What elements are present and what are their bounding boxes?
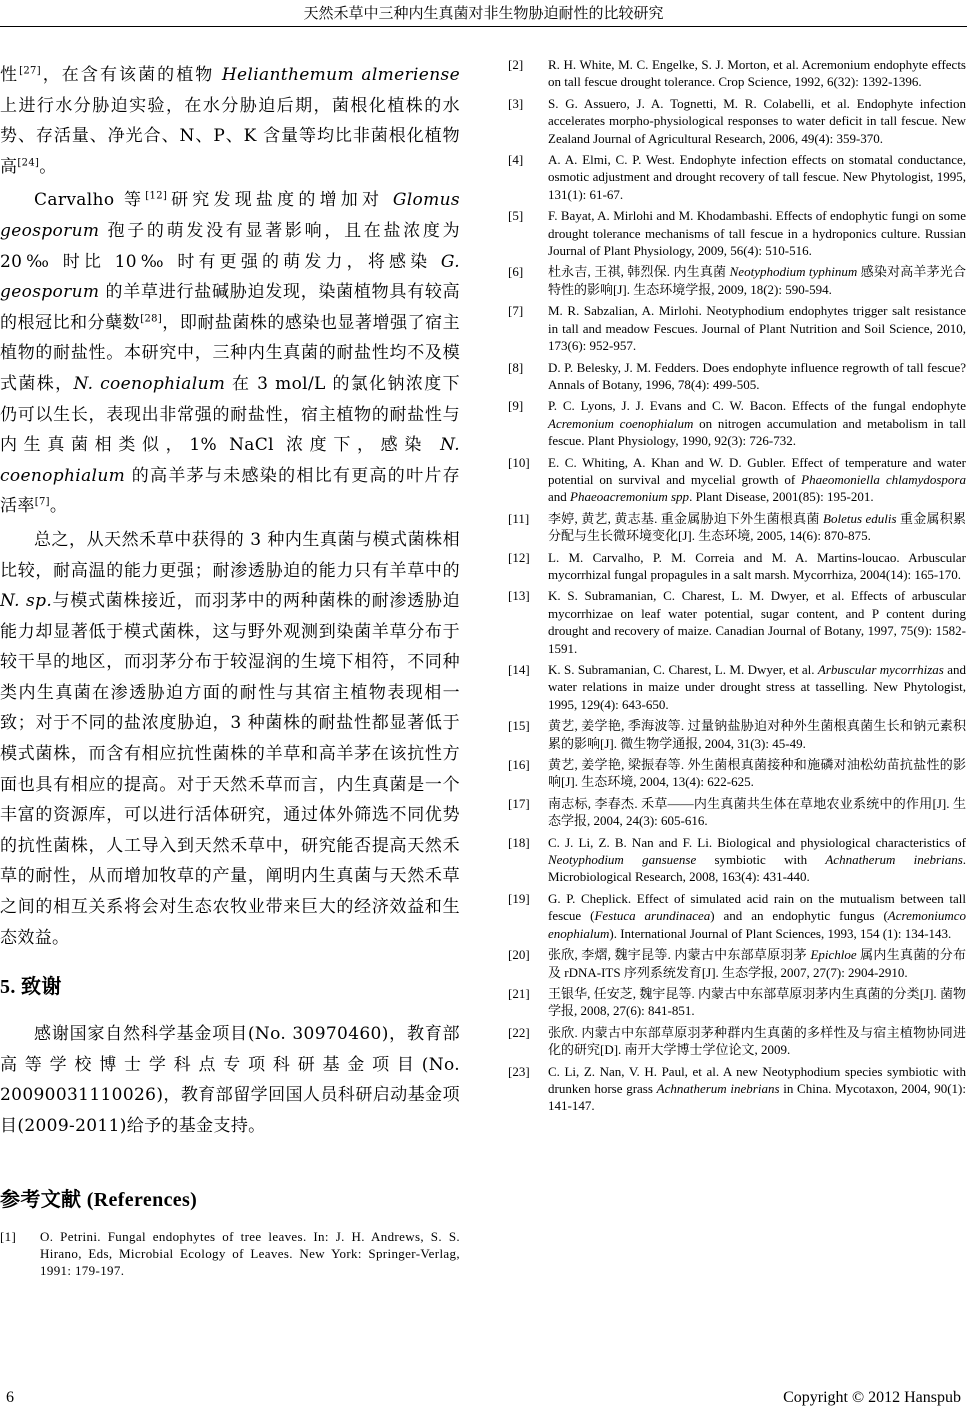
reference-text: E. C. Whiting, A. Khan and W. D. Gubler. Effect of temperature and water potential on survival and mycelial growth of xyxy=(548,454,966,487)
reference-item xyxy=(508,95,966,147)
reference-item xyxy=(508,151,966,203)
reference-item xyxy=(508,359,966,394)
reference-text: and water relations in maize under drought stress at tasselling. New Phytologist, 1995, 129(4): 643-650. xyxy=(548,662,966,712)
text-run: 。 xyxy=(49,496,68,517)
header-rule xyxy=(0,26,967,27)
text-run: ，即耐盐菌株的感染也显著增强了宿主植物的耐盐性。本研究中，三种内生真菌的耐盐性均不及模式菌株， xyxy=(0,312,460,394)
reference-number: [3] xyxy=(508,95,524,111)
reference-text: L. M. Carvalho, P. M. Correia and M. A. Martins-loucao. Arbuscular mycorrhizal fungal propagules in a salt marsh. Mycorrhiza, 2004(14): 165-170. xyxy=(548,549,966,582)
citation[interactable]: [12] xyxy=(145,190,168,202)
reference-text: . Microbiological Research, 2008, 163(4): 431-440. xyxy=(548,852,967,885)
reference-text: 重金属积累分配与生长微环境变化[J]. 生态环境, 2005, 14(6): 870-875. xyxy=(548,510,966,544)
text-run: 。 xyxy=(39,156,57,177)
reference-text: P. C. Lyons, J. J. Evans and C. W. Bacon. Effects of the fungal endophyte xyxy=(548,398,966,414)
reference-item xyxy=(508,56,966,91)
references-heading: 参考文献 (References) xyxy=(0,1188,198,1211)
reference-item xyxy=(508,207,966,259)
reference-text: G. P. Cheplick. Effect of simulated acid rain on the mutualism between tall fescue ( xyxy=(548,890,966,924)
reference-number: [19] xyxy=(508,890,530,906)
species-name: Festuca arundinacea xyxy=(594,908,711,924)
reference-text: 张欣, 李熠, 魏宇昆等. 内蒙古中东部草原羽茅 xyxy=(548,947,811,963)
species-name: Acremonium coenophialum xyxy=(548,415,694,431)
reference-item xyxy=(508,661,966,713)
reference-text: in China. Mycotaxon, 2004, 90(1): 141-147. xyxy=(548,1080,966,1114)
left-column xyxy=(0,60,460,1286)
text-run: 在 3 mol/L 的氯化钠浓度下仍可以生长，表现出非常强的耐盐性，宿主植物的耐盐性与内生真菌相类似，1% NaCl 浓度下，感染 xyxy=(0,373,460,456)
species-name: Achnatherum inebrians xyxy=(656,1080,780,1096)
reference-number: [16] xyxy=(508,757,530,773)
text-run: ，在含有该菌的植物 xyxy=(41,65,222,85)
acknowledgements-paragraph: 感谢国家自然科学基金项目(No. 30970460)，教育部高等学校博士学科点专项科研基金项目(No. 20090031110026)，教育部留学回国人员科研启动基金项目(2009-2011)给予的基金支持。 xyxy=(0,1024,460,1136)
reference-number: [23] xyxy=(508,1063,530,1079)
reference-text: ). International Journal of Plant Sciences, 1993, 154 (1): 134-143. xyxy=(609,925,952,941)
reference-text: 感染对高羊茅光合特性的影响[J]. 生态环境学报, 2009, 18(2): 590-594. xyxy=(548,264,966,297)
reference-number: [14] xyxy=(508,662,530,677)
reference-text: K. S. Subramanian, C. Charest, L. M. Dwyer, et al. Effects of arbuscular mycorrhizae on leaf water potential, sugar content, and P content during drought and recovery of maize. Canadian Journal of Botany, 1997, 75(9): 1582-1591. xyxy=(548,588,966,656)
text-run: 总之，从天然禾草中获得的 3 种内生真菌与模式菌株相比较，耐高温的能力更强；耐渗透胁迫的能力只有羊草中的 xyxy=(0,529,460,581)
species-name: Neotyphodium gansuense xyxy=(548,852,697,868)
species-name: G. geosporum xyxy=(0,251,460,303)
reference-text: 杜永吉, 王祺, 韩烈保. 内生真菌 xyxy=(548,264,730,280)
reference-number: [8] xyxy=(508,359,524,375)
reference-number: [5] xyxy=(508,208,524,224)
body-paragraph-3 xyxy=(0,525,460,953)
reference-item xyxy=(508,397,966,449)
reference-item xyxy=(508,834,966,886)
reference-number: [13] xyxy=(508,588,530,604)
reference-text: R. H. White, M. C. Engelke, S. J. Morton, et al. Acremonium endophyte effects on tall fescue drought tolerance. Crop Science, 1992, 6(32): 1392-1396. xyxy=(548,57,966,90)
text-run: 上进行水分胁迫实验，在水分胁迫后期，菌根化植株的水势、存活量、净光合、N、P、K 含量等均比非菌根化植物高 xyxy=(0,95,460,177)
reference-text: D. P. Belesky, J. M. Fedders. Does endophyte influence regrowth of tall fescue? Annals of Botany, 1996, 78(4): 499-505. xyxy=(548,359,966,392)
reference-text: M. R. Sabzalian, A. Mirlohi. Neotyphodium endophytes trigger salt resistance in tall and meadow Fescues. Journal of Plant Nutrition and Soil Science, 2010, 173(6): 952-957. xyxy=(548,303,966,354)
species-name: Acremoniumco enophialum xyxy=(548,908,966,941)
reference-item xyxy=(508,756,966,791)
reference-item xyxy=(508,454,966,506)
citation[interactable]: [27] xyxy=(19,65,42,77)
reference-item xyxy=(508,717,966,752)
species-name: Epichloe xyxy=(810,947,857,963)
species-name: Phaeomoniella chlamydospora xyxy=(801,471,966,487)
text-run: Carvalho 等 xyxy=(34,190,146,211)
reference-text: O. Petrini. Fungal endophytes of tree leaves. In: J. H. Andrews, S. S. Hirano, Eds, Microbial Ecology of Leaves. New York: Springer-Verlag, 1991: 179-197. xyxy=(40,1228,460,1279)
species-name: Phaeoacremonium spp xyxy=(570,489,690,505)
section-heading-acknowledgements: 5. 致谢 xyxy=(0,976,62,999)
reference-number: [2] xyxy=(508,57,524,72)
running-title: 天然禾草中三种内生真菌对非生物胁迫耐性的比较研究 xyxy=(303,4,664,22)
reference-text: 南志标, 李春杰. 禾草——内生真菌共生体在草地农业系统中的作用[J]. 生态学报, 2004, 24(3): 605-616. xyxy=(548,795,966,829)
reference-number: [7] xyxy=(508,303,524,319)
text-run: 的高羊茅与未感染的相比有更高的叶片存活率 xyxy=(0,465,460,517)
text-run: 研究发现盐度的增加对 xyxy=(167,190,393,211)
reference-item xyxy=(508,549,966,584)
species-name: N. coenophialum xyxy=(73,373,226,394)
text-run: 性 xyxy=(0,65,20,85)
reference-text: 黄艺, 姜学艳, 季海波等. 过量钠盐胁迫对种外生菌根真菌生长和钠元素积累的影响[J]. 微生物学通报, 2004, 31(3): 45-49. xyxy=(548,718,966,751)
reference-text: C. J. Li, Z. B. Nan and F. Li. Biological and physiological characteristics of xyxy=(548,834,966,850)
text-run: 的羊草进行盐碱胁迫发现，染菌植物具有较高的根冠比和分蘖数 xyxy=(0,282,460,333)
reference-text: on nitrogen accumulation and metabolism in tall fescue. Plant Physiology, 1990, 92(3): 726-732. xyxy=(548,415,966,449)
reference-item xyxy=(508,946,966,981)
reference-text: K. S. Subramanian, C. Charest, L. M. Dwyer, et al. xyxy=(548,662,818,677)
reference-item xyxy=(0,1228,460,1280)
reference-text: and xyxy=(548,489,571,505)
reference-number: [20] xyxy=(508,947,530,963)
reference-item xyxy=(508,510,966,545)
reference-text: F. Bayat, A. Mirlohi and M. Khodambashi. Effects of endophytic fungi on some drought tolerance mechanisms of tall fescue in a hydroponics culture. Russian Journal of Plant Physiology, 2009, 56(4): 510-516. xyxy=(548,208,966,259)
body-paragraph-2 xyxy=(0,185,460,522)
species-name: Helianthemum almeriense xyxy=(221,65,461,85)
reference-text: symbiotic with xyxy=(696,852,826,868)
species-name: N. sp. xyxy=(0,591,53,612)
species-name: Neotyphodium typhinum xyxy=(729,264,858,280)
species-name: Achnatherum inebrians xyxy=(825,852,963,868)
species-name: Arbuscular mycorrhizas xyxy=(817,662,944,677)
reference-text: ) and an endophytic fungus ( xyxy=(710,908,888,924)
citation[interactable]: [28] xyxy=(140,313,163,325)
reference-text: C. Li, Z. Nan, V. H. Paul, et al. A new Neotyphodium species symbiotic with drunken horse grass xyxy=(548,1063,966,1096)
reference-number: [1] xyxy=(0,1228,17,1244)
citation[interactable]: [7] xyxy=(34,496,50,508)
species-name: N. coenophialum xyxy=(0,435,460,486)
citation[interactable]: [24] xyxy=(17,157,40,169)
reference-text: S. G. Assuero, J. A. Tognetti, M. R. Colabelli, et al. Endophyte infection accelerates morpho-physiological responses to water deficit in tall fescue. New Zealand Journal of Agricultural Research, 2006, 49(4): 359-370. xyxy=(548,95,966,146)
reference-item xyxy=(508,263,966,298)
text-run: 与模式菌株接近，而羽茅中的两种菌株的耐渗透胁迫能力却显著低于模式菌株，这与野外观测到染菌羊草分布于较干旱的地区，而羽茅分布于较湿润的生境下相符，不同种类内生真菌在渗透胁迫方面的耐性与其宿主植物表现相一致；对于不同的盐浓度胁迫，3 种菌株的耐盐性都显著低于模式菌株，而含有相应抗性菌株的羊草和高羊茅在该抗性方面也具有相应的提高。对于天然禾草而言，内生真菌是一个丰富的资源库，可以进行活体研究，通过体外筛选不同优势的抗性菌株，人工导入到天然禾草中，研究能否提高天然禾草的耐性，从而增加牧草的产量，阐明内生真菌与天然禾草之间的相互关系将会对生态农牧业带来巨大的经济效益和生态效益。 xyxy=(0,591,460,948)
reference-number: [6] xyxy=(508,264,524,280)
reference-number: [9] xyxy=(508,398,524,414)
reference-item xyxy=(508,587,966,657)
reference-number: [17] xyxy=(508,795,530,811)
text-run: 孢子的萌发没有显著影响，且在盐浓度为 20‰ 时比 10‰ 时有更强的萌发力，将感染 xyxy=(0,220,460,272)
reference-item xyxy=(508,1063,966,1115)
reference-number: [11] xyxy=(508,510,530,526)
species-name: Boletus edulis xyxy=(823,510,897,526)
reference-item xyxy=(508,795,966,830)
reference-text: A. A. Elmi, C. P. West. Endophyte infection effects on stomatal conductance, osmotic adjustment and drought recovery of tall fescue. New Phytologist, 1995, 131(1): 61-67. xyxy=(548,152,966,202)
reference-number: [4] xyxy=(508,152,524,168)
reference-item xyxy=(508,302,966,354)
body-paragraph-1 xyxy=(0,60,460,182)
reference-number: [18] xyxy=(508,834,530,850)
reference-number: [22] xyxy=(508,1024,530,1040)
copyright-notice: Copyright © 2012 Hanspub xyxy=(783,1389,961,1406)
reference-text: 李婷, 黄艺, 黄志基. 重金属胁迫下外生菌根真菌 xyxy=(548,510,824,526)
reference-number: [10] xyxy=(508,454,530,470)
right-column xyxy=(508,56,966,1119)
reference-item xyxy=(508,890,966,942)
reference-item xyxy=(508,985,966,1020)
reference-text: 王银华, 任安芝, 魏宇昆等. 内蒙古中东部草原羽茅内生真菌的分类[J]. 菌物学报, 2008, 27(6): 841-851. xyxy=(548,985,966,1019)
reference-number: [21] xyxy=(508,985,530,1001)
reference-text: . Plant Disease, 2001(85): 195-201. xyxy=(689,489,874,505)
reference-text: 属内生真菌的分布及 rDNA-ITS 序列系统发育[J]. 生态学报, 2007, 27(7): 2904-2910. xyxy=(548,947,966,980)
reference-number: [12] xyxy=(508,549,530,565)
reference-text: 黄艺, 姜学艳, 梁振春等. 外生菌根真菌接种和施磷对油松幼苗抗盐性的影响[J]. 生态环境, 2004, 13(4): 622-625. xyxy=(548,757,966,790)
reference-number: [15] xyxy=(508,718,530,734)
reference-text: 张欣. 内蒙古中东部草原羽茅种群内生真菌的多样性及与宿主植物协同进化的研究[D]. 南开大学博士学位论文, 2009. xyxy=(548,1024,966,1058)
reference-item xyxy=(508,1024,966,1059)
species-name: Glomus geosporum xyxy=(0,190,460,241)
page-number: 6 xyxy=(6,1389,14,1406)
